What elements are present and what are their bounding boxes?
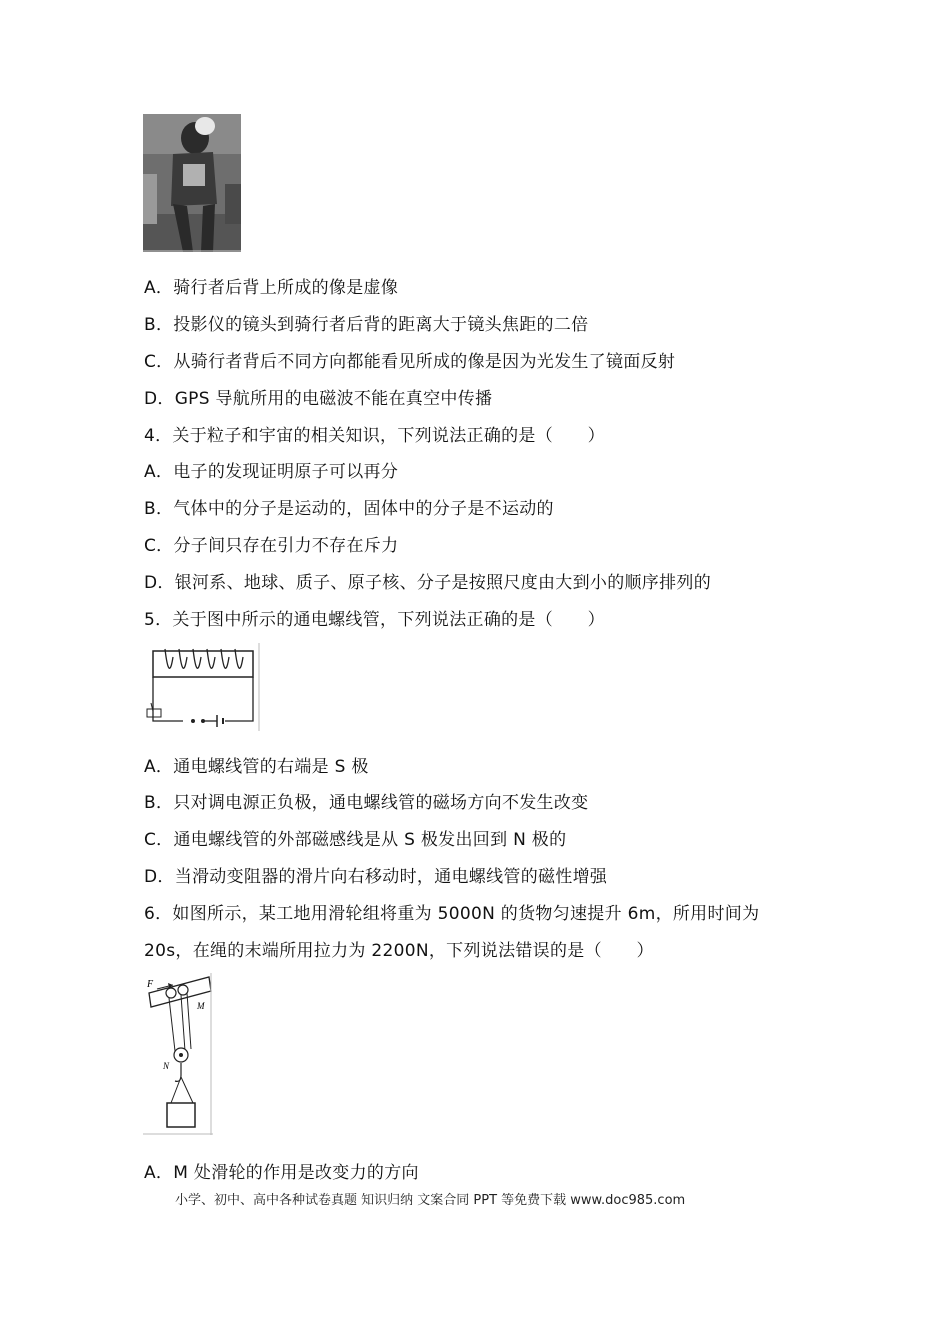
q4-option-a: A．电子的发现证明原子可以再分 [144,462,399,482]
cyclist-photo [143,114,241,252]
q3-option-a: A．骑行者后背上所成的像是虚像 [144,278,399,298]
q5-option-b: B．只对调电源正负极，通电螺线管的磁场方向不发生改变 [144,793,589,813]
page-footer: 小学、初中、高中各种试卷真题 知识归纳 文案合同 PPT 等免费下载 www.doc985.com [175,1193,686,1208]
q4-option-c: C．分子间只存在引力不存在斥力 [144,536,399,556]
q3-option-c: C．从骑行者背后不同方向都能看见所成的像是因为光发生了镜面反射 [144,352,676,372]
pulley-system-diagram [143,973,213,1135]
q5-option-a: A．通电螺线管的右端是 S 极 [144,757,369,777]
q4-stem: 4．关于粒子和宇宙的相关知识，下列说法正确的是（ ） [144,426,605,446]
pulley-m-label: M [197,1001,205,1011]
q4-option-b: B．气体中的分子是运动的，固体中的分子是不运动的 [144,499,554,519]
force-label: F [147,979,154,990]
q5-stem: 5．关于图中所示的通电螺线管，下列说法正确的是（ ） [144,610,605,630]
solenoid-circuit-diagram [143,643,261,731]
q4-option-d: D．银河系、地球、质子、原子核、分子是按照尺度由大到小的顺序排列的 [144,573,711,593]
q5-option-d: D．当滑动变阻器的滑片向右移动时，通电螺线管的磁性增强 [144,867,608,887]
q3-option-d: D．GPS 导航所用的电磁波不能在真空中传播 [144,389,493,409]
q6-stem-line2: 20s，在绳的末端所用拉力为 2200N，下列说法错误的是（ ） [144,941,654,961]
pulley-n-label: N [163,1061,170,1071]
q6-option-a: A．M 处滑轮的作用是改变力的方向 [144,1163,419,1183]
q3-option-b: B．投影仪的镜头到骑行者后背的距离大于镜头焦距的二倍 [144,315,589,335]
q5-option-c: C．通电螺线管的外部磁感线是从 S 极发出回到 N 极的 [144,830,567,850]
q6-stem-line1: 6．如图所示，某工地用滑轮组将重为 5000N 的货物匀速提升 6m，所用时间为 [144,904,760,924]
